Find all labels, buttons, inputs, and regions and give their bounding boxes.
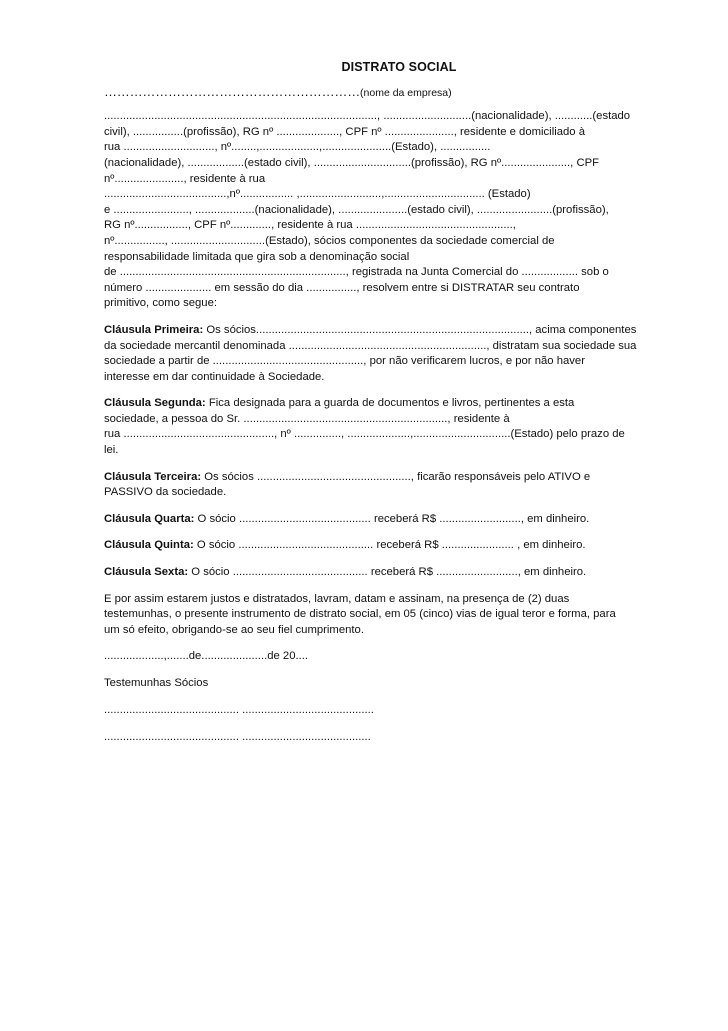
company-name-label: (nome da empresa): [360, 86, 452, 99]
intro-line: primitivo, como segue:: [104, 297, 218, 310]
intro-line: rua ............................., nº........,...................,......................(Estado), ................: [104, 141, 491, 154]
clause-second: [104, 396, 674, 458]
clause-line: sociedade, a pessoa do Sr. ................................................................., residente à: [104, 412, 510, 425]
closing-line: testemunhas, o presente instrumento de distrato social, em 05 (cinco) vias de igual teror e forma, para: [104, 608, 616, 621]
intro-line: nº................, ..............................(Estado), sócios componentes da sociedade comercial de: [104, 234, 555, 247]
witnesses-label: Testemunhas Sócios: [104, 677, 209, 689]
clause-line: [104, 565, 674, 581]
document-title: DISTRATO SOCIAL: [341, 60, 457, 74]
clause-title: Cláusula Primeira:: [104, 323, 204, 336]
intro-paragraph: [104, 109, 674, 312]
signature-block: [104, 703, 674, 746]
clause-text: O sócio ........................................... receberá R$ .........................., em dinheiro.: [188, 566, 587, 579]
intro-line: ......................................................................................., ............................(nacionalidade), ............(estado: [104, 110, 631, 123]
clause-title: Cláusula Quinta:: [104, 539, 194, 552]
clause-text: O sócio .......................................... receberá R$ .........................., em dinheiro.: [194, 512, 590, 525]
clause-line: sociedade a partir de ................................................, por não verificarem lucros, e por não haver: [104, 355, 585, 368]
date-line: [104, 649, 674, 665]
closing-line: E por assim estarem justos e distratados, lavram, datam e assinam, na presença de (2) duas: [104, 592, 570, 605]
clause-title: Cláusula Quarta:: [104, 512, 195, 525]
clause-line: [104, 538, 674, 554]
clause-line: PASSIVO da sociedade.: [104, 486, 227, 499]
intro-line: responsabilidade limitada que gira sob a denominação social: [104, 250, 410, 263]
clause-first: [104, 323, 674, 385]
clause-text: Fica designada para a guarda de documentos e livros, pertinentes a esta: [205, 397, 575, 410]
clause-title: Cláusula Segunda:: [104, 397, 206, 410]
clause-line: [104, 323, 674, 339]
intro-line: RG nº................., CPF nº............., residente à rua ..................................................,: [104, 219, 516, 232]
clause-text: Os sócios......................................................................................., acima componentes: [203, 323, 637, 336]
intro-line: .......................................,nº................. ,..........................,................................ (Estado): [104, 188, 531, 201]
document-page: [104, 60, 674, 758]
clause-third: [104, 470, 674, 501]
intro-line: e ........................, ...................(nacionalidade), ......................(estado civil), ........................(profissão),: [104, 203, 609, 216]
company-name-blank: ……………………………………………………: [104, 83, 361, 99]
intro-line: de ........................................................................, registrada na Junta Comercial do .................. sob o: [104, 266, 609, 279]
clause-line: [104, 512, 674, 528]
clause-line: rua ................................................, nº ..............., ....................,...............................(Estado) pelo prazo de: [104, 428, 625, 441]
clause-line: lei.: [104, 444, 119, 457]
signature-line: ........................................... ..........................................: [104, 703, 374, 716]
clause-sixth: [104, 565, 674, 581]
company-name-line: [104, 84, 674, 102]
clause-title: Cláusula Terceira:: [104, 470, 202, 483]
clause-line: [104, 470, 674, 486]
clause-line: da sociedade mercantil denominada ..............................................................., distratam sua sociedade sua: [104, 339, 637, 352]
clause-text: O sócio ........................................... receberá R$ ....................... , em dinheiro.: [193, 539, 586, 552]
clause-line: interesse em dar continuidade à Sociedade.: [104, 370, 325, 383]
intro-line: (nacionalidade), ..................(estado civil), ...............................(profissão), RG nº......................, CPF: [104, 156, 600, 169]
clause-text: Os sócios ................................................., ficarão responsáveis pelo ATIVO e: [201, 470, 591, 483]
clause-title: Cláusula Sexta:: [104, 566, 189, 579]
intro-line: nº......................, residente à rua: [104, 172, 266, 185]
intro-line: civil), ................(profissão), RG nº ...................., CPF nº ......................, residente e domiciliado à: [104, 125, 585, 138]
date-text: ...................,.......de.....................de 20....: [104, 650, 309, 663]
signature-line: ........................................... .........................................: [104, 731, 371, 744]
closing-paragraph: [104, 592, 674, 639]
clause-fourth: [104, 512, 674, 528]
clause-line: [104, 396, 674, 412]
closing-line: um só efeito, obrigando-se ao seu fiel cumprimento.: [104, 623, 364, 636]
intro-line: número ..................... em sessão do dia ................, resolvem entre si DISTRATAR seu contrato: [104, 281, 580, 294]
witnesses-heading: [104, 676, 674, 692]
clause-fifth: [104, 538, 674, 554]
